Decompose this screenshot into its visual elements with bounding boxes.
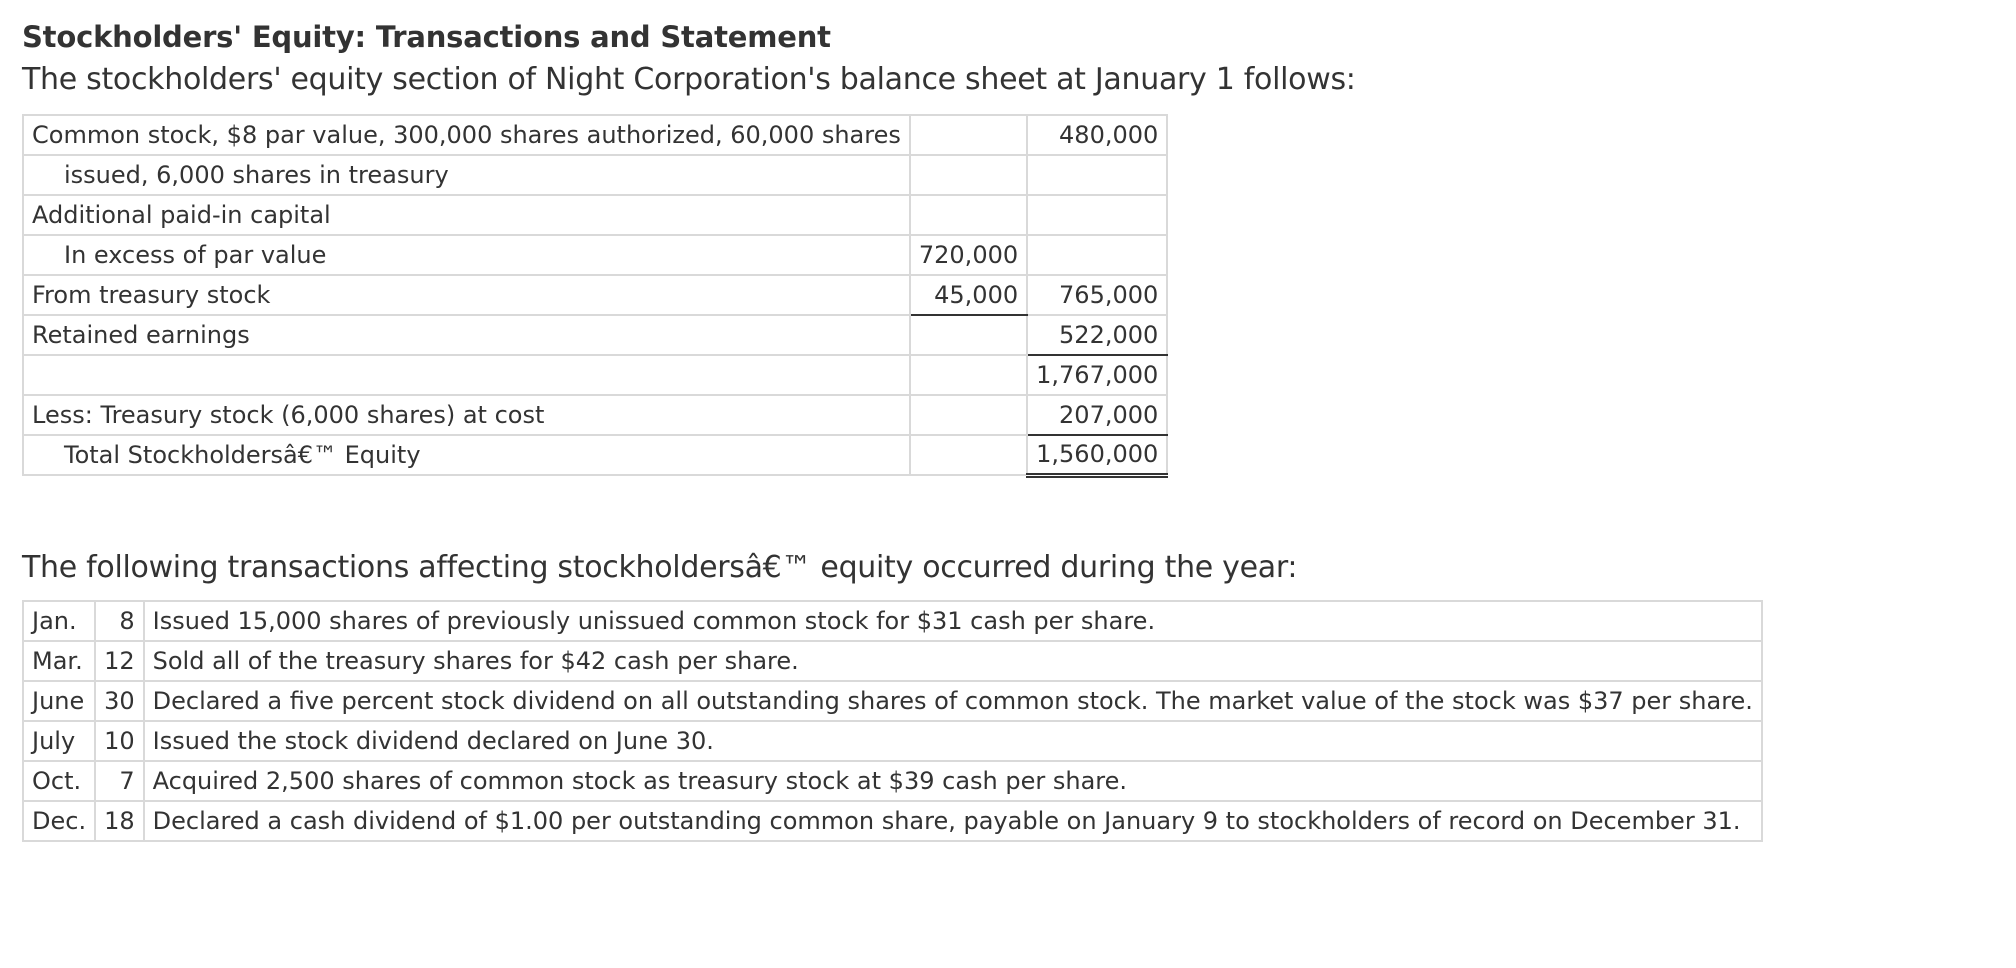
transaction-month: Jan. — [23, 601, 95, 641]
row-amount-inner — [910, 115, 1027, 155]
row-label: Additional paid-in capital — [23, 195, 910, 235]
table-row — [23, 355, 1167, 395]
table-row — [23, 395, 1167, 435]
transaction-day: 12 — [95, 641, 144, 681]
table-row — [23, 115, 1167, 155]
transaction-month: Mar. — [23, 641, 95, 681]
transaction-month: Oct. — [23, 761, 95, 801]
row-amount-inner — [910, 355, 1027, 395]
transaction-description: Declared a five percent stock dividend on all outstanding shares of common stock. The market value of the stock was $37 per share. — [144, 681, 1762, 721]
row-amount-inner — [910, 195, 1027, 235]
transaction-day: 30 — [95, 681, 144, 721]
row-label — [23, 355, 910, 395]
stockholders-equity-table — [22, 114, 1168, 478]
transaction-description: Acquired 2,500 shares of common stock as treasury stock at $39 cash per share. — [144, 761, 1762, 801]
table-row — [23, 721, 1762, 761]
row-amount-inner — [910, 435, 1027, 475]
transactions-intro: The following transactions affecting stockholdersâ€™ equity occurred during the year: — [22, 549, 1298, 585]
row-amount-total — [1027, 155, 1167, 195]
row-amount-inner — [910, 395, 1027, 435]
transaction-day: 7 — [95, 761, 144, 801]
transaction-description: Declared a cash dividend of $1.00 per outstanding common share, payable on January 9 to stockholders of record on December 31. — [144, 801, 1762, 841]
table-row — [23, 761, 1762, 801]
transaction-month: Dec. — [23, 801, 95, 841]
transaction-day: 8 — [95, 601, 144, 641]
table-row — [23, 235, 1167, 275]
row-amount-inner: 720,000 — [910, 235, 1027, 275]
transaction-month: July — [23, 721, 95, 761]
transaction-description: Issued the stock dividend declared on June 30. — [144, 721, 1762, 761]
row-label: Total Stockholdersâ€™ Equity — [23, 435, 910, 475]
row-amount-total: 480,000 — [1027, 115, 1167, 155]
table-row — [23, 315, 1167, 355]
row-label: Less: Treasury stock (6,000 shares) at cost — [23, 395, 910, 435]
transaction-description: Issued 15,000 shares of previously unissued common stock for $31 cash per share. — [144, 601, 1762, 641]
row-amount-total — [1027, 195, 1167, 235]
table-row — [23, 681, 1762, 721]
row-amount-inner — [910, 315, 1027, 355]
problem-page — [22, 18, 1992, 842]
row-label: In excess of par value — [23, 235, 910, 275]
row-amount-total: 522,000 — [1027, 315, 1167, 355]
table-row — [23, 275, 1167, 315]
table-row — [23, 601, 1762, 641]
row-amount-total: 765,000 — [1027, 275, 1167, 315]
row-amount-inner — [910, 155, 1027, 195]
row-amount-total — [1027, 235, 1167, 275]
table-row — [23, 801, 1762, 841]
row-label: Common stock, $8 par value, 300,000 shares authorized, 60,000 shares — [23, 115, 910, 155]
transactions-table — [22, 600, 1763, 842]
transaction-month: June — [23, 681, 95, 721]
row-amount-inner: 45,000 — [910, 275, 1027, 315]
balance-sheet-intro: The stockholders' equity section of Night Corporation's balance sheet at January 1 follows: — [22, 62, 1356, 97]
row-amount-total: 1,767,000 — [1027, 355, 1167, 395]
transaction-day: 18 — [95, 801, 144, 841]
table-row — [23, 195, 1167, 235]
row-label: issued, 6,000 shares in treasury — [23, 155, 910, 195]
table-row — [23, 155, 1167, 195]
row-label: From treasury stock — [23, 275, 910, 315]
transaction-description: Sold all of the treasury shares for $42 cash per share. — [144, 641, 1762, 681]
row-amount-total: 207,000 — [1027, 395, 1167, 435]
row-amount-total: 1,560,000 — [1027, 435, 1167, 475]
row-label: Retained earnings — [23, 315, 910, 355]
transaction-day: 10 — [95, 721, 144, 761]
table-row — [23, 435, 1167, 475]
table-row — [23, 641, 1762, 681]
problem-title: Stockholders' Equity: Transactions and Statement — [22, 20, 831, 54]
